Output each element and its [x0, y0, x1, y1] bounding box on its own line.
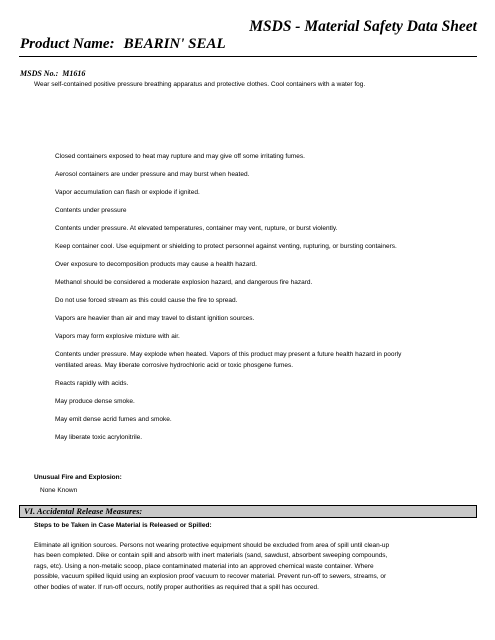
hazard-item: Contents under pressure. May explode when heated. Vapors of this product may present a future health hazard in poorly [55, 351, 402, 358]
document-title: MSDS - Material Safety Data Sheet [249, 18, 477, 35]
hazard-item: Reacts rapidly with acids. [55, 380, 129, 387]
product-name-line [20, 36, 226, 53]
spill-steps-label: Steps to be Taken in Case Material is Released or Spilled: [34, 522, 212, 529]
hazard-item: Contents under pressure. At elevated temperatures, container may vent, rupture, or burst violently. [55, 225, 338, 232]
hazard-item: Do not use forced stream as this could cause the fire to spread. [55, 297, 238, 304]
msds-number-value: M1616 [62, 69, 86, 78]
hazard-item: Contents under pressure [55, 207, 127, 214]
hazard-item: Methanol should be considered a moderate explosion hazard, and dangerous fire hazard. [55, 279, 313, 286]
unusual-fire-value: None Known [40, 487, 78, 494]
paragraph-line: Eliminate all ignition sources. Persons not wearing protective equipment should be excluded from area of spill until clean-up [34, 542, 390, 549]
paragraph-line: has been completed. Dike or contain spill and absorb with inert materials (sand, sawdust, absorbent sweeping compounds, [34, 552, 388, 560]
product-name-value: BEARIN' SEAL [123, 36, 226, 52]
paragraph-line: possible, vacuum spilled liquid using an explosion proof vacuum to recover material. Prevent run-off to sewers, streams, or [34, 573, 387, 581]
msds-number-line [20, 69, 85, 78]
hazard-item: Vapors are heavier than air and may travel to distant ignition sources. [55, 315, 255, 322]
hazard-item: Vapor accumulation can flash or explode if ignited. [55, 189, 200, 196]
paragraph-line: other bodies of water. If run-off occurs, notify proper authorities as required that a spill has occured. [34, 583, 319, 591]
hazard-item: May liberate toxic acrylonitrile. [55, 434, 143, 441]
hazard-item: May produce dense smoke. [55, 398, 135, 405]
hazard-item: Keep container cool. Use equipment or shielding to protect personnel against venting, rupturing, or bursting containers. [55, 243, 397, 250]
hazard-item: Closed containers exposed to heat may rupture and may give off some irritating fumes. [55, 153, 305, 160]
msds-number-label: MSDS No.: [20, 69, 59, 78]
section-title: VI. Accidental Release Measures: [24, 506, 143, 516]
unusual-fire-label: Unusual Fire and Explosion: [34, 474, 122, 481]
hazard-item: Aerosol containers are under pressure and may burst when heated. [55, 171, 250, 178]
hazard-item: Vapors may form explosive mixture with air. [55, 333, 180, 340]
paragraph-line: rags, etc). Using a non-metalic scoop, place contaminated material into an approved chemical waste container. Where [34, 562, 374, 570]
hazard-item: May emit dense acrid fumes and smoke. [55, 416, 172, 423]
product-name-label: Product Name: [20, 36, 115, 52]
header-divider [19, 56, 477, 57]
section-header-accidental-release [19, 505, 477, 518]
hazard-item: Over exposure to decomposition products may cause a health hazard. [55, 261, 257, 268]
hazard-item-continued: ventilated areas. May liberate corrosive hydrochloric acid or toxic phosgene fumes. [55, 362, 294, 369]
spill-steps-paragraph [34, 541, 474, 593]
firefighting-instruction: Wear self-contained positive pressure breathing apparatus and protective clothes. Cool containers with a water fog. [34, 81, 366, 88]
